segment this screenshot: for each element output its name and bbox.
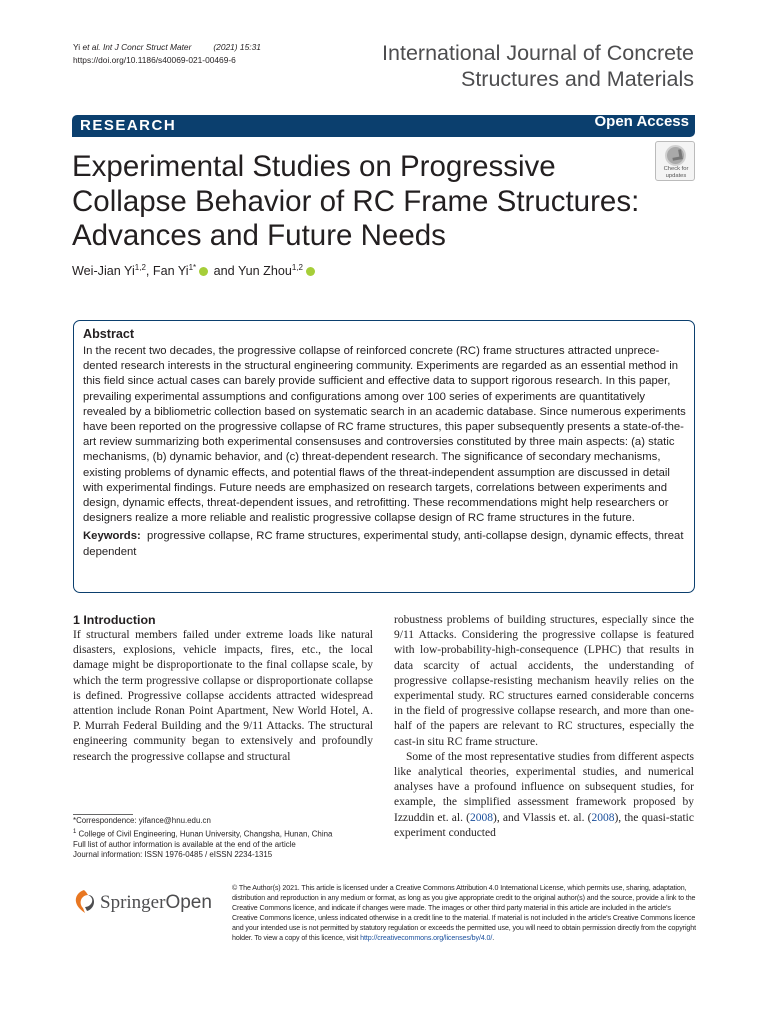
article-title-line3: Advances and Future Needs [72, 219, 446, 252]
article-title-line2: Collapse Behavior of RC Frame Structures: [72, 184, 640, 218]
author-name[interactable]: Yun Zhou [237, 264, 292, 278]
check-for-updates-badge[interactable] [655, 141, 695, 181]
author-separator: and [210, 264, 238, 278]
citation-authors: Yi [73, 42, 83, 52]
publisher-suffix: Open [165, 892, 212, 913]
footnotes [73, 816, 373, 861]
license-link[interactable]: http://creativecommons.org/licenses/by/4.0/ [360, 933, 493, 942]
author-name[interactable]: Fan Yi [152, 264, 189, 278]
author-affiliation: 1,2 [291, 263, 303, 272]
check-updates-line2: updates [665, 172, 687, 179]
doi-link[interactable]: https://doi.org/10.1186/s40069-021-00469-6 [73, 55, 236, 65]
body-left-column [73, 613, 373, 765]
body-paragraph: If structural members failed under extreme loads like natural disasters, explosions, vehicle impacts, fires, etc., the local damage might be disproportionate to the final collapse scale, by which the term progressive collapse or disproportionate collapse is defined. Progressive collapse accidents attracted widespread attention include Ronan Point Apartment, New World Hotel, A. P. Murrah Federal Building and the 9/11 Attacks. The structural engineering community began to extensively and profoundly research the progressive collapse and structural [73, 629, 373, 763]
paragraph-text: Some of the most representative studies from different aspects like analytical theories, experimental studies, and numerical analyses have a profound influence on subsequent studies, for example, the simplified assessment framework proposed by Izzuddin et. al. ( [394, 750, 694, 824]
journal-title-line2: Structures and Materials [460, 67, 694, 91]
citation-journal: et al. Int J Concr Struct Mater [82, 42, 192, 52]
journal-info-note: Journal information: ISSN 1976-0485 / eISSN 2234-1315 [73, 850, 273, 860]
keywords-label: Keywords: [83, 530, 141, 543]
publisher-name: Springer [100, 892, 166, 913]
author-affiliation: 1* [188, 263, 197, 272]
citation-link[interactable]: 2008 [470, 811, 493, 824]
author-separator: , [145, 264, 153, 278]
license-end: . [492, 933, 495, 942]
check-updates-icon [665, 145, 686, 166]
springer-horse-icon [72, 888, 96, 916]
citation-year: (2021) 15:31 [213, 42, 261, 52]
open-access-label: Open Access [594, 113, 689, 130]
footnote-divider [73, 814, 133, 815]
check-updates-line1: Check for [663, 166, 689, 172]
article-title-line1: Experimental Studies on Progressive [72, 150, 556, 183]
body-paragraph [394, 750, 694, 841]
author-affiliation: 1,2 [134, 263, 146, 272]
article-title [72, 150, 642, 254]
orcid-icon[interactable] [306, 267, 315, 276]
affiliation-text: College of Civil Engineering, Hunan University, Changsha, Hunan, China [76, 829, 333, 839]
journal-title [334, 40, 694, 92]
body-paragraph: robustness problems of building structures, especially since the 9/11 Attacks. Considering the progressive collapse is featured with low-probability-high-consequence (LPHC) that results in data scarcity of actual accidents, the understanding of progressive collapse-resisting mechanism heavily relies on the experimental study. RC structures earned considerable concerns in the field of progressive collapse research, and more than one-half of the papers are relevant to RC structures, especially the cast-in situ RC frame structure. [394, 614, 694, 748]
correspondence-note: *Correspondence: yifance@hnu.edu.cn [73, 816, 211, 825]
affiliation-number: 1 [73, 828, 77, 835]
body-right-column [394, 613, 694, 841]
abstract-text: In the recent two decades, the progressive collapse of reinforced concrete (RC) frame structures attracted unprecedented research interests in the structural engineering community. Experiments are regarded as an essential method in this field since actual cases can barely provide sufficient and effective data to support rigorous research. In this paper, prevailing experimental assumptions and configurations among over 100 series of experiments are quantitatively revealed by a bibliometric collection based on systematic search in an academic database. Since numerous experiments have been reported on the progressive collapse of RC frame structures, this paper subsequently presents a state-of-the-art review summarizing both experimental consensuses and controversies constituted by three main aspects: (a) static mechanisms, (b) dynamic behavior, and (c) threat-dependent research. The significance of secondary mechanisms, existing problems of dynamic effects, and potential flaws of the threat-independent assumption are discussed in detail with experimental findings. Future needs are emphasized on research targets, correlations between experiments and design, dynamic effects, threat-dependent issues, and retrofitting. These recommendations might help researchers or designers realize a more reliable and realistic progressive collapse design of RC frame structures in the future. [83, 345, 686, 525]
article-type-banner [72, 115, 695, 137]
citation-line [73, 41, 261, 54]
paragraph-text: ), and Vlassis et. al. ( [493, 811, 592, 824]
abstract-heading: Abstract [83, 327, 135, 341]
citation-header [73, 41, 261, 67]
author-info-note: Full list of author information is available at the end of the article [73, 839, 296, 849]
orcid-icon[interactable] [199, 267, 208, 276]
check-updates-text [656, 166, 696, 179]
section-heading: 1 Introduction [73, 613, 156, 627]
keywords-list: progressive collapse, RC frame structures, experimental study, anti-collapse design, dynamic effects, threat dependent [83, 530, 684, 558]
author-name[interactable]: Wei-Jian Yi [72, 264, 135, 278]
license-text [232, 884, 696, 943]
publisher-wordmark [100, 892, 212, 914]
paragraph-text: ), the quasi-static experiment conducted [394, 811, 694, 839]
license-body: © The Author(s) 2021. This article is licensed under a Creative Commons Attribution 4.0 International License, which permits use, sharing, adaptation, distribution and reproduction in any medium or format, as long as you give appropriate credit to the original author(s) and the source, provide a link to the Creative Commons licence, and indicate if changes were made. The images or other third party material in this article are included in the article's Creative Commons licence, unless indicated otherwise in a credit line to the material. If material is not included in the article's Creative Commons licence and your intended use is not permitted by statutory regulation or exceeds the permitted use, you will need to obtain permission directly from the copyright holder. To view a copy of this licence, visit [232, 884, 696, 942]
article-type-label: RESEARCH [80, 117, 177, 134]
affiliation-note [73, 827, 373, 840]
journal-title-line1: International Journal of Concrete [382, 41, 694, 65]
author-list [72, 263, 317, 278]
keywords [83, 529, 686, 559]
citation-link[interactable]: 2008 [591, 811, 615, 824]
abstract-box [73, 320, 695, 593]
